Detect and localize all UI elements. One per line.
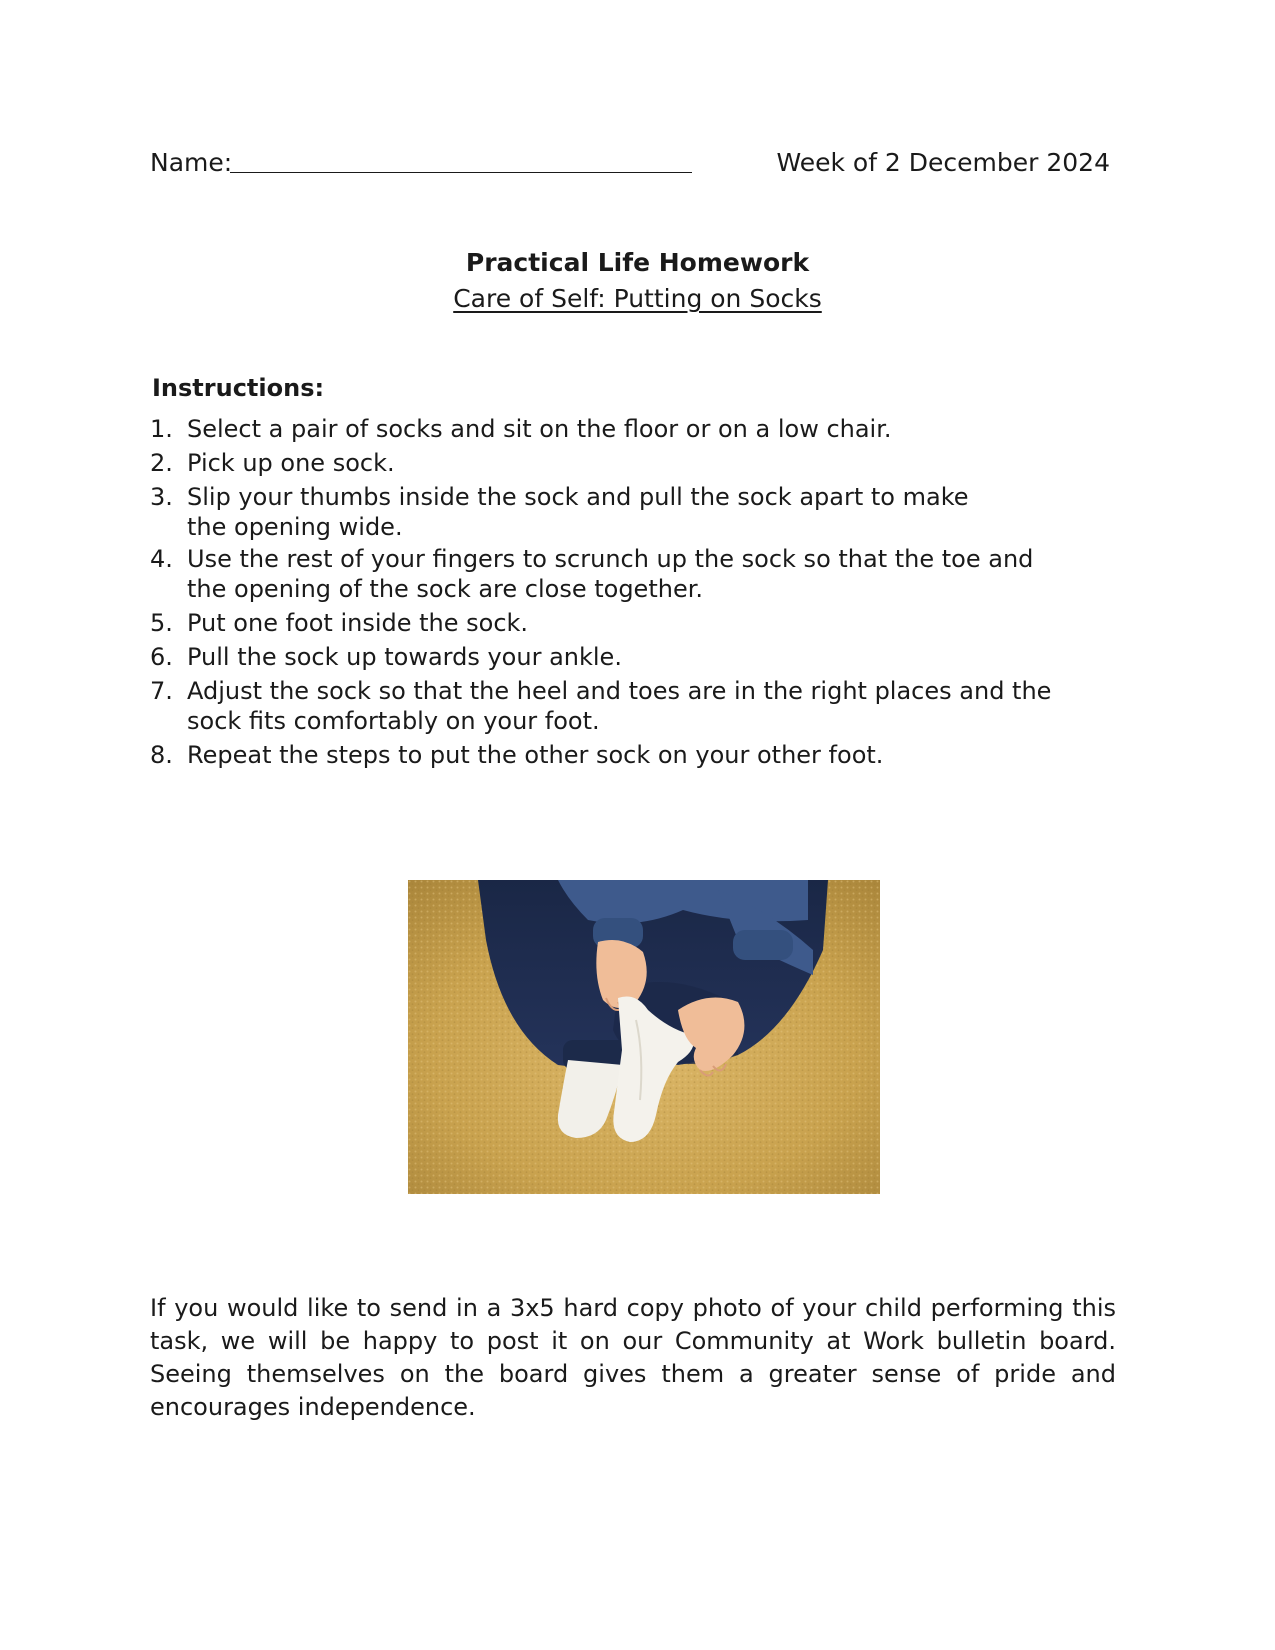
step-text: Adjust the sock so that the heel and toes are in the right places and the sock fits comfortably on your foot. xyxy=(187,677,1052,735)
step-number: 4. xyxy=(150,545,173,573)
list-item xyxy=(150,640,1080,674)
step-number: 8. xyxy=(150,741,173,769)
photo-note-paragraph: If you would like to send in a 3x5 hard copy photo of your child performing this task, we will be happy to post it on our Community at Work bulletin board. Seeing themselves on the board gives them a greater sense of pride and encourages independence. xyxy=(150,1294,1116,1421)
list-item xyxy=(150,412,1080,446)
step-text: Use the rest of your fingers to scrunch up the sock so that the toe and the opening of the sock are close together. xyxy=(187,545,1034,603)
step-number: 2. xyxy=(150,449,173,477)
list-item xyxy=(150,738,1080,772)
header-line xyxy=(150,148,1110,182)
step-number: 5. xyxy=(150,609,173,637)
step-number: 1. xyxy=(150,415,173,443)
step-number: 6. xyxy=(150,643,173,671)
page-title: Practical Life Homework xyxy=(465,248,810,277)
instructions-list xyxy=(150,412,1080,772)
week-date: Week of 2 December 2024 xyxy=(776,148,1110,177)
child-putting-on-socks-photo xyxy=(408,880,880,1194)
step-text: Pick up one sock. xyxy=(187,449,395,477)
list-item xyxy=(150,446,1080,480)
step-text: Put one foot inside the sock. xyxy=(187,609,529,637)
step-text: Pull the sock up towards your ankle. xyxy=(187,643,622,671)
name-label: Name: xyxy=(150,148,233,177)
step-text: Select a pair of socks and sit on the floor or on a low chair. xyxy=(187,415,892,443)
list-item xyxy=(150,544,1080,604)
step-text: Repeat the steps to put the other sock on your other foot. xyxy=(187,741,884,769)
list-item xyxy=(150,606,1080,640)
subtitle-text: Care of Self: Putting on Socks xyxy=(453,284,822,313)
step-number: 3. xyxy=(150,483,173,511)
page-subtitle xyxy=(0,284,1275,313)
step-text: Slip your thumbs inside the sock and pull the sock apart to make the opening wide. xyxy=(187,483,969,541)
step-number: 7. xyxy=(150,677,173,705)
list-item xyxy=(150,676,1080,736)
list-item xyxy=(150,482,1007,542)
instructions-heading: Instructions: xyxy=(152,374,325,402)
name-blank-line xyxy=(230,172,692,173)
